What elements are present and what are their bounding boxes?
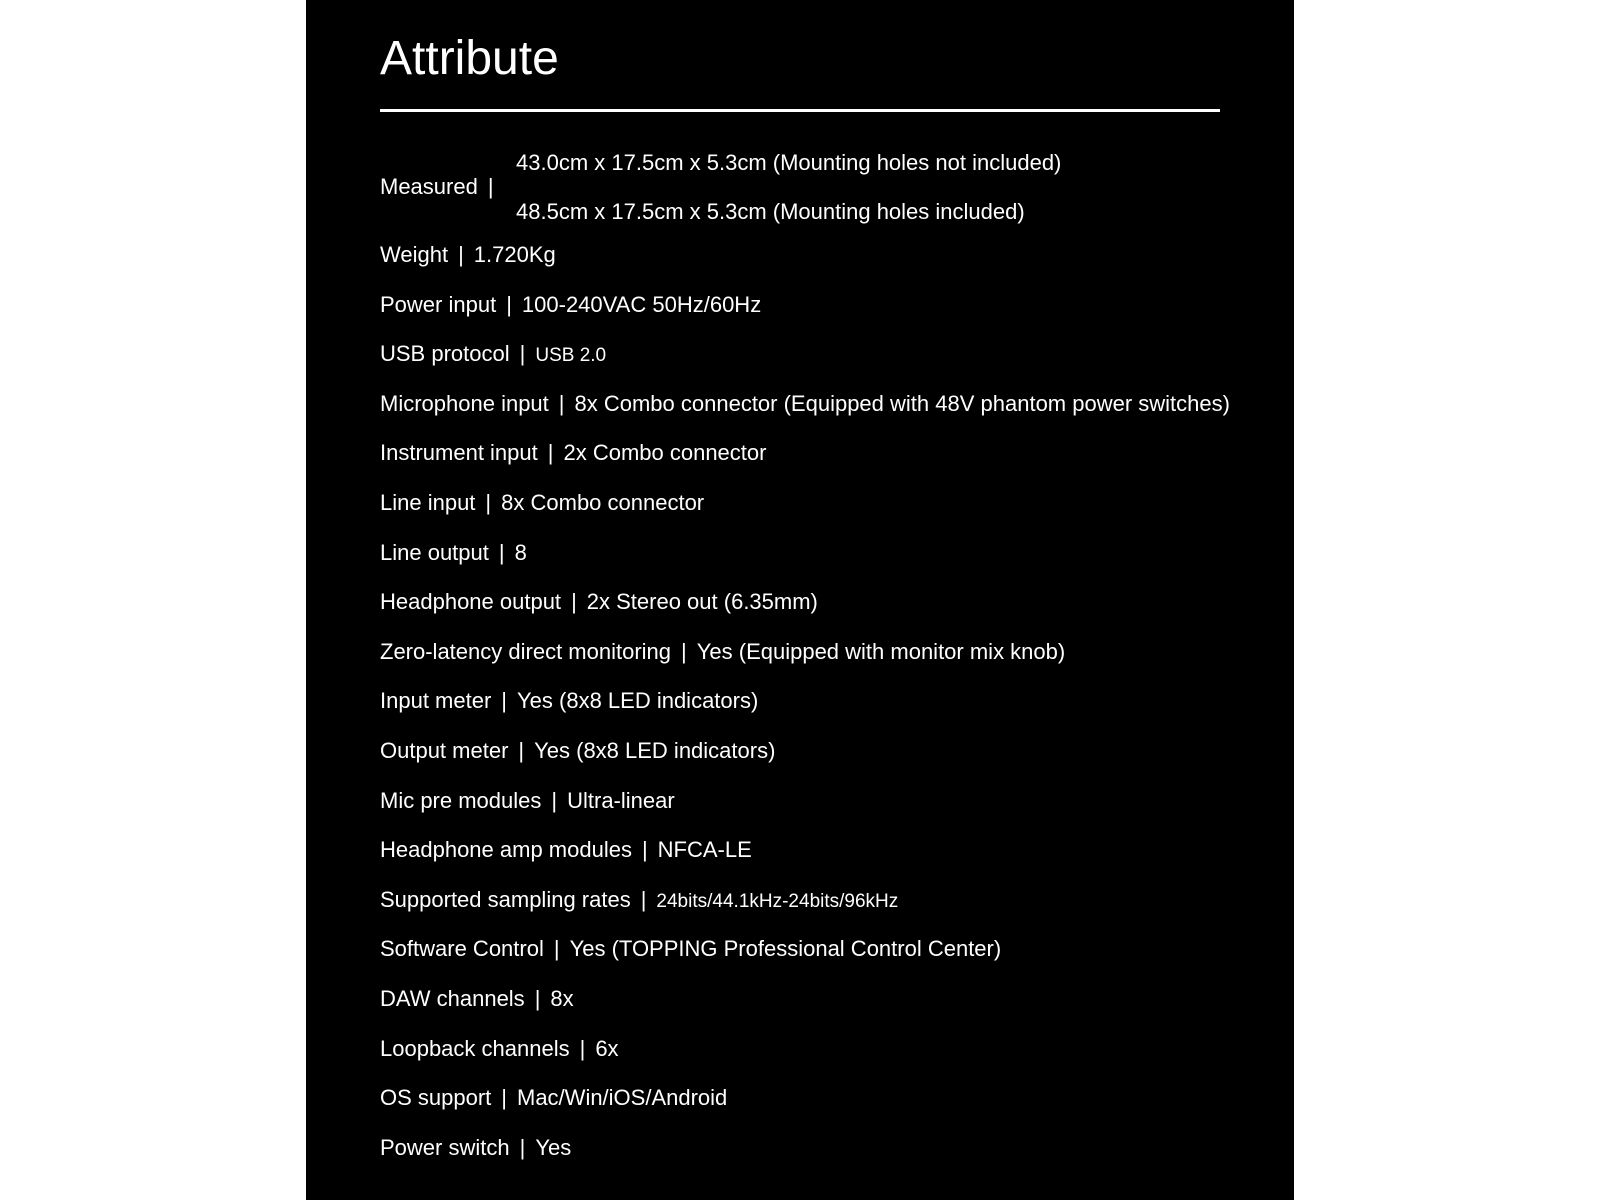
separator: |	[681, 639, 687, 664]
spec-label: Supported sampling rates	[380, 887, 631, 912]
spec-label: Headphone amp modules	[380, 837, 632, 862]
separator: |	[640, 887, 647, 912]
spec-value: 24bits/44.1kHz-24bits/96kHz	[656, 891, 899, 912]
spec-value: 2x Stereo out (6.35mm)	[586, 589, 818, 614]
spec-label: Loopback channels	[380, 1036, 570, 1061]
separator: |	[551, 788, 558, 813]
spec-row	[380, 639, 1065, 665]
spec-value: 8x	[550, 986, 574, 1011]
spec-value: Yes	[535, 1135, 572, 1160]
spec-row	[380, 242, 556, 268]
spec-label: Measured	[380, 174, 478, 199]
spec-row	[380, 1036, 619, 1062]
spec-row	[380, 887, 898, 915]
spec-row	[380, 1085, 727, 1111]
spec-row	[380, 837, 752, 863]
spec-label: Line input	[380, 490, 476, 515]
spec-row	[380, 1135, 571, 1161]
separator: |	[487, 174, 494, 199]
measured-label-row	[380, 174, 504, 200]
measured-value-1: 43.0cm x 17.5cm x 5.3cm (Mounting holes not included)	[516, 150, 1062, 175]
spec-row	[380, 738, 775, 764]
spec-value: USB 2.0	[535, 345, 607, 366]
title-divider	[380, 109, 1220, 112]
separator: |	[519, 1135, 526, 1160]
separator: |	[485, 490, 492, 515]
spec-value: 1.720Kg	[473, 242, 556, 267]
separator: |	[571, 589, 577, 614]
spec-panel	[306, 0, 1294, 1200]
separator: |	[518, 738, 525, 763]
spec-value: 6x	[595, 1036, 619, 1061]
spec-row	[380, 589, 818, 615]
spec-value: 8x Combo connector (Equipped with 48V phantom power switches)	[574, 391, 1230, 416]
spec-value: Yes (8x8 LED indicators)	[517, 688, 759, 713]
spec-label: OS support	[380, 1085, 492, 1110]
spec-value: Yes (Equipped with monitor mix knob)	[696, 639, 1066, 664]
separator: |	[553, 936, 560, 961]
spec-label: Microphone input	[380, 391, 549, 416]
spec-row	[380, 391, 1230, 417]
spec-value: Yes (TOPPING Professional Control Center)	[569, 936, 1002, 961]
spec-value: Ultra-linear	[567, 788, 675, 813]
spec-label: Power input	[380, 292, 497, 317]
spec-value: 8x Combo connector	[501, 490, 705, 515]
spec-value: NFCA-LE	[657, 837, 752, 862]
spec-label: Input meter	[380, 688, 492, 713]
spec-label: Line output	[380, 540, 489, 565]
spec-row	[380, 440, 766, 466]
separator: |	[579, 1036, 586, 1061]
spec-label: Software Control	[380, 936, 544, 961]
separator: |	[519, 341, 526, 366]
spec-row	[380, 788, 675, 814]
page-title: Attribute	[380, 32, 559, 85]
spec-value: 8	[514, 540, 527, 565]
spec-row	[380, 986, 574, 1012]
spec-value: Mac/Win/iOS/Android	[517, 1085, 728, 1110]
spec-label: Headphone output	[380, 589, 562, 614]
spec-row	[380, 341, 606, 369]
spec-label: Mic pre modules	[380, 788, 542, 813]
spec-label: USB protocol	[380, 341, 510, 366]
spec-value: 2x Combo connector	[563, 440, 767, 465]
separator: |	[558, 391, 565, 416]
spec-label: Instrument input	[380, 440, 538, 465]
spec-label: DAW channels	[380, 986, 525, 1011]
separator: |	[458, 242, 464, 267]
separator: |	[547, 440, 554, 465]
spec-row	[380, 688, 758, 714]
separator: |	[506, 292, 512, 317]
separator: |	[501, 688, 507, 713]
separator: |	[641, 837, 648, 862]
spec-label: Zero-latency direct monitoring	[380, 639, 672, 664]
spec-label: Power switch	[380, 1135, 510, 1160]
spec-label: Weight	[380, 242, 449, 267]
spec-value: Yes (8x8 LED indicators)	[534, 738, 776, 763]
measured-value-2: 48.5cm x 17.5cm x 5.3cm (Mounting holes included)	[516, 199, 1025, 224]
spec-row	[380, 540, 527, 566]
spec-row	[380, 490, 704, 516]
separator: |	[498, 540, 505, 565]
spec-row	[380, 292, 761, 318]
separator: |	[534, 986, 541, 1011]
spec-value: 100-240VAC 50Hz/60Hz	[521, 292, 762, 317]
spec-label: Output meter	[380, 738, 509, 763]
separator: |	[501, 1085, 507, 1110]
spec-row	[380, 936, 1001, 962]
